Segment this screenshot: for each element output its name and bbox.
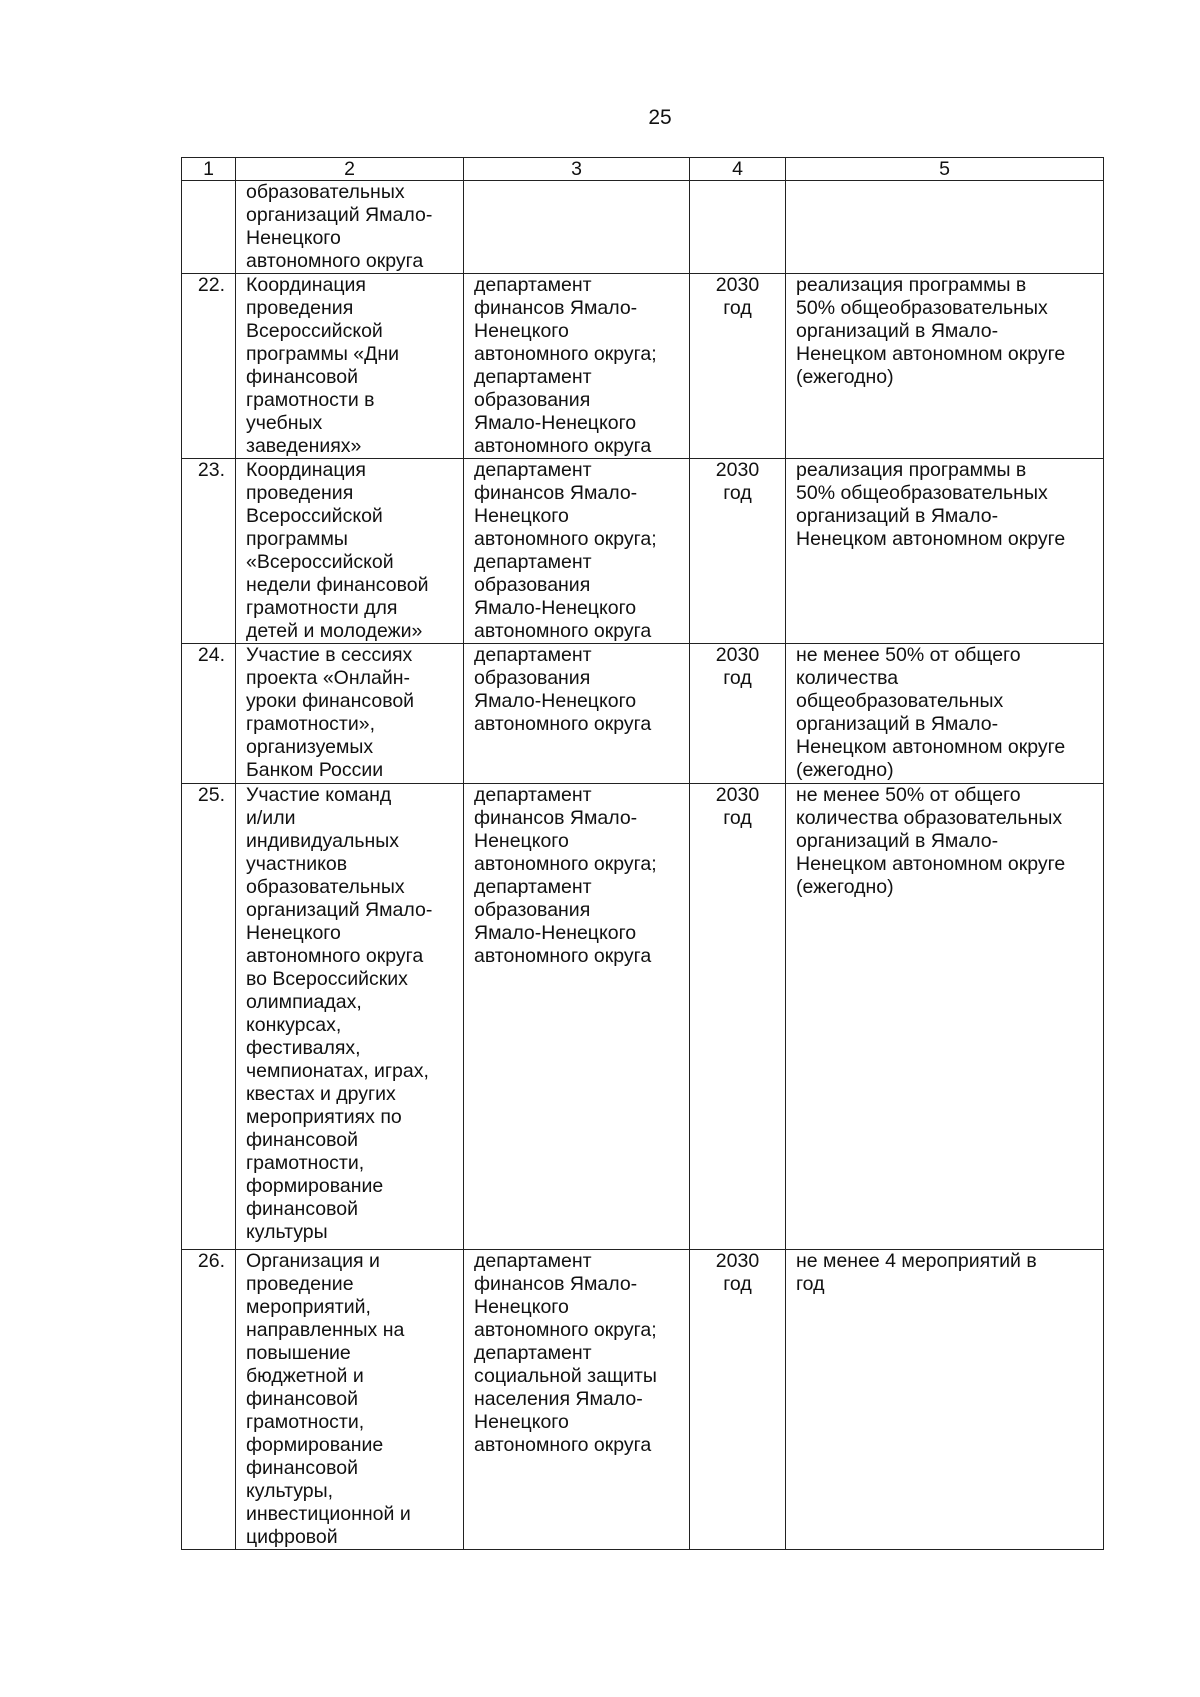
table-row [182, 459, 1104, 644]
executor-cell [464, 181, 690, 274]
result-cell [786, 181, 1104, 274]
executor-cell: департамент финансов Ямало- Ненецкого автономного округа; департамент образования Ямало-Ненецкого автономного округа [464, 784, 690, 1250]
row-number: 23. [182, 459, 236, 644]
executor-cell: департамент финансов Ямало- Ненецкого автономного округа; департамент образования Ямало-Ненецкого автономного округа [464, 459, 690, 644]
row-number: 24. [182, 644, 236, 784]
event-cell: Координация проведения Всероссийской программы «Дни финансовой грамотности в учебных заведениях» [236, 274, 464, 459]
year-cell: 2030 год [690, 644, 786, 784]
year-cell: 2030 год [690, 1250, 786, 1550]
event-cell: Участие в сессиях проекта «Онлайн- уроки финансовой грамотности», организуемых Банком России [236, 644, 464, 784]
plan-table [181, 157, 1104, 1550]
executor-cell: департамент финансов Ямало- Ненецкого автономного округа; департамент социальной защиты населения Ямало- Ненецкого автономного округа [464, 1250, 690, 1550]
row-number: 26. [182, 1250, 236, 1550]
table-row [182, 274, 1104, 459]
row-number [182, 181, 236, 274]
row-number: 22. [182, 274, 236, 459]
year-cell: 2030 год [690, 459, 786, 644]
header-cell-3: 3 [464, 158, 690, 181]
event-cell: образовательных организаций Ямало- Ненецкого автономного округа [236, 181, 464, 274]
year-cell: 2030 год [690, 784, 786, 1250]
header-cell-5: 5 [786, 158, 1104, 181]
year-cell: 2030 год [690, 274, 786, 459]
table-header-row [182, 158, 1104, 181]
header-cell-2: 2 [236, 158, 464, 181]
result-cell: не менее 50% от общего количества образовательных организаций в Ямало- Ненецком автономном округе (ежегодно) [786, 784, 1104, 1250]
table-row [182, 1250, 1104, 1550]
page-number: 25 [648, 106, 672, 129]
result-cell: реализация программы в 50% общеобразовательных организаций в Ямало- Ненецком автономном округе (ежегодно) [786, 274, 1104, 459]
year-cell [690, 181, 786, 274]
executor-cell: департамент финансов Ямало- Ненецкого автономного округа; департамент образования Ямало-Ненецкого автономного округа [464, 274, 690, 459]
table-row [182, 181, 1104, 274]
table-row [182, 784, 1104, 1250]
table-row [182, 644, 1104, 784]
row-number: 25. [182, 784, 236, 1250]
event-cell: Участие команд и/или индивидуальных участников образовательных организаций Ямало- Ненецкого автономного округа во Всероссийских олимпиадах, конкурсах, фестивалях, чемпионатах, играх, квестах и других мероприятиях по финансовой грамотности, формирование финансовой культуры [236, 784, 464, 1250]
header-cell-1: 1 [182, 158, 236, 181]
result-cell: не менее 4 мероприятий в год [786, 1250, 1104, 1550]
result-cell: не менее 50% от общего количества общеобразовательных организаций в Ямало- Ненецком автономном округе (ежегодно) [786, 644, 1104, 784]
event-cell: Организация и проведение мероприятий, направленных на повышение бюджетной и финансовой грамотности, формирование финансовой культуры, инвестиционной и цифровой [236, 1250, 464, 1550]
result-cell: реализация программы в 50% общеобразовательных организаций в Ямало- Ненецком автономном округе [786, 459, 1104, 644]
event-cell: Координация проведения Всероссийской программы «Всероссийской недели финансовой грамотности для детей и молодежи» [236, 459, 464, 644]
executor-cell: департамент образования Ямало-Ненецкого автономного округа [464, 644, 690, 784]
header-cell-4: 4 [690, 158, 786, 181]
